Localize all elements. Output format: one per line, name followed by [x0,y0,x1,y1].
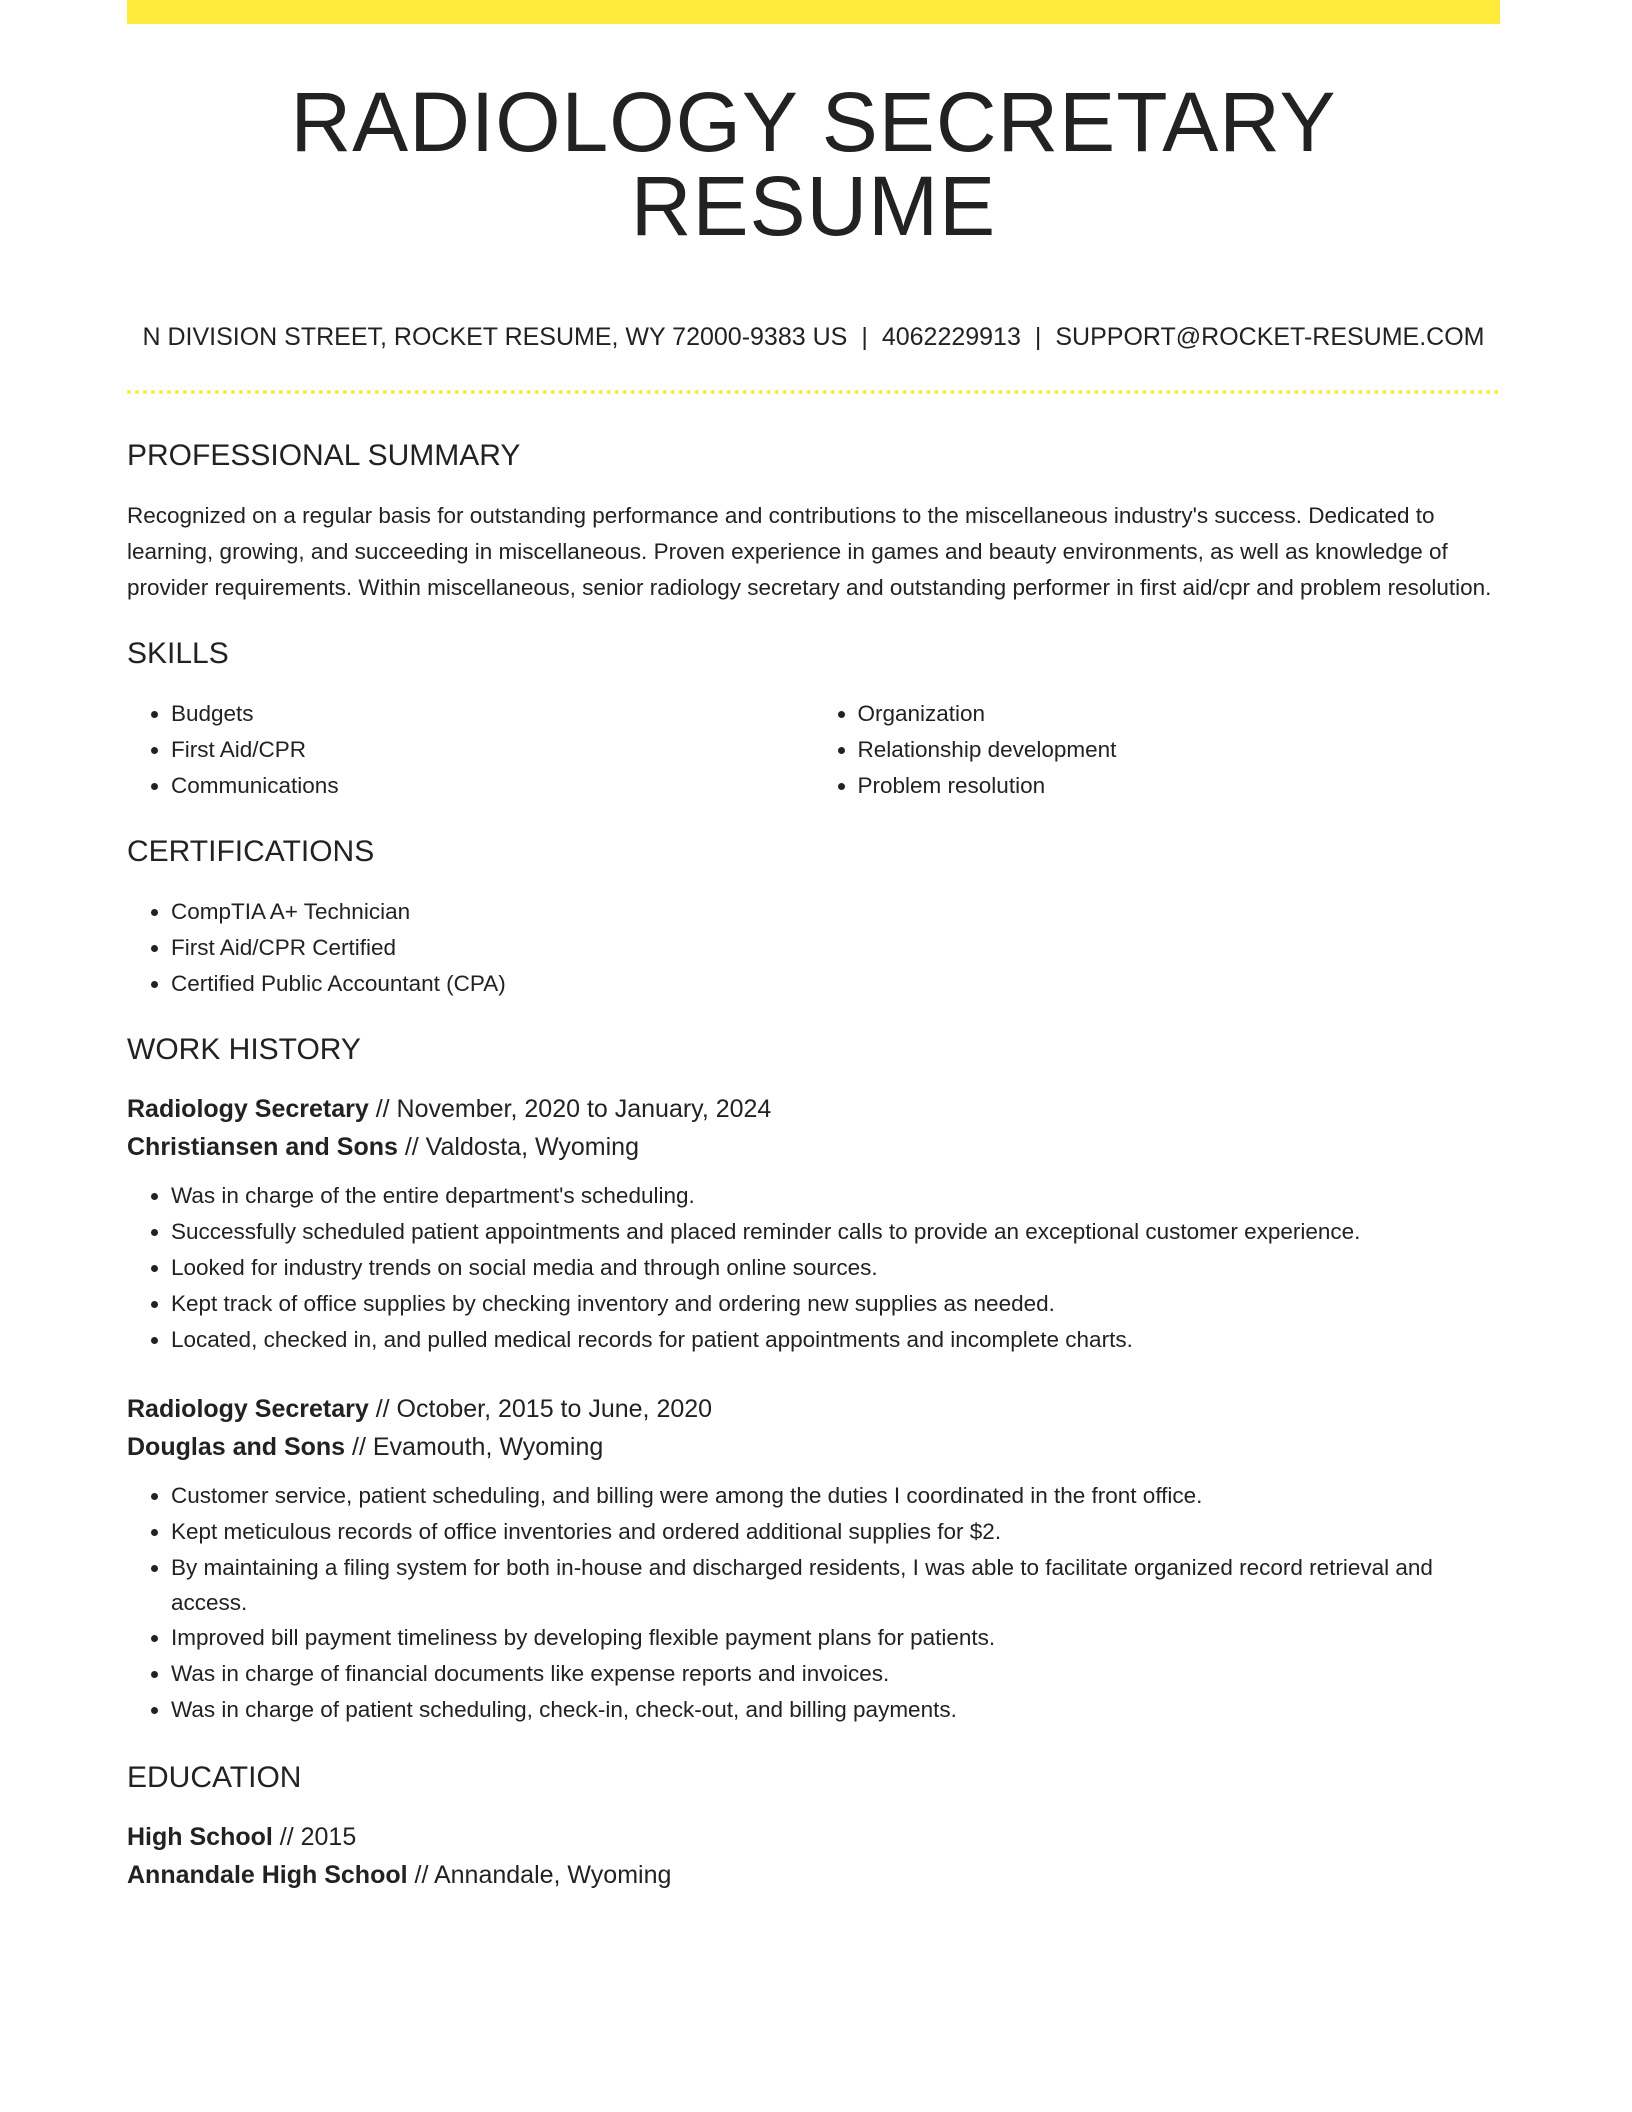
job-title: Radiology Secretary [127,1395,369,1423]
contact-line [127,322,1500,352]
job-duty: • Customer service, patient scheduling, and billing were among the duties I coordinated in the front office. [171,1478,1500,1514]
job-duty: • Successfully scheduled patient appointments and placed reminder calls to provide an exceptional customer experience. [171,1214,1500,1250]
education-year: // 2015 [272,1823,357,1851]
skill-item: • Relationship development [858,732,1501,768]
summary-heading: PROFESSIONAL SUMMARY [127,439,521,472]
job-duty: • Kept track of office supplies by checking inventory and ordering new supplies as needed. [171,1286,1500,1322]
contact-separator: | [1034,323,1042,351]
job-company: Christiansen and Sons [127,1133,398,1161]
skills-list-right [814,696,1501,804]
certification-item: • CompTIA A+ Technician [171,894,1500,930]
skills-heading: SKILLS [127,637,229,670]
education-school: Annandale High School [127,1861,408,1889]
job-duty: • Was in charge of financial documents like expense reports and invoices. [171,1656,1500,1692]
job-entry [127,1390,1500,1728]
skill-item: • First Aid/CPR [171,732,814,768]
job-duty: • Kept meticulous records of office inventories and ordered additional supplies for $2. [171,1514,1500,1550]
job-duty: • Was in charge of patient scheduling, check-in, check-out, and billing payments. [171,1692,1500,1728]
summary-text: Recognized on a regular basis for outstanding performance and contributions to the miscellaneous industry's success. Dedicated to learning, growing, and succeeding in miscellaneous. Proven experience in games and beauty environments, as well as knowledge of provider requirements. Within miscellaneous, senior radiology secretary and outstanding performer in first aid/cpr and problem resolution. [127,503,1492,600]
job-location: // Evamouth, Wyoming [345,1433,604,1461]
contact-separator: | [861,323,868,351]
education-degree: High School [127,1823,273,1851]
job-duty: • Located, checked in, and pulled medical records for patient appointments and incomplete charts. [171,1322,1500,1358]
skill-item: • Problem resolution [858,768,1501,804]
skill-item: • Communications [171,768,814,804]
certification-item: • Certified Public Accountant (CPA) [171,966,1500,1002]
education-section [127,1760,1500,1894]
education-entry [127,1818,1500,1894]
job-duties-list [127,1178,1500,1358]
job-company: Douglas and Sons [127,1433,346,1461]
certifications-list [127,894,1500,1002]
education-school-line [127,1856,1500,1894]
certifications-heading: CERTIFICATIONS [127,835,375,868]
job-title: Radiology Secretary [127,1095,369,1123]
job-company-line [127,1428,1500,1466]
work-history-heading: WORK HISTORY [127,1033,361,1066]
resume-title: RADIOLOGY SECRETARY RESUME [290,75,1337,253]
contact-phone: 4062229913 [881,323,1021,351]
header-divider [127,390,1500,394]
job-duty: • By maintaining a filing system for both in-house and discharged residents, I was able to facilitate organized record retrieval and access. [171,1550,1500,1620]
contact-email: SUPPORT@ROCKET-RESUME.COM [1055,323,1485,351]
skill-item: • Budgets [171,696,814,732]
work-history-section [127,1032,1500,1728]
job-location: // Valdosta, Wyoming [397,1133,639,1161]
job-duty: • Looked for industry trends on social media and through online sources. [171,1250,1500,1286]
job-title-line [127,1090,1500,1128]
skills-section [127,636,1500,804]
certifications-section [127,834,1500,1002]
job-title-line [127,1390,1500,1428]
education-degree-line [127,1818,1500,1856]
top-accent-bar [127,0,1500,24]
resume-page [127,0,1500,1894]
job-dates: // November, 2020 to January, 2024 [368,1095,772,1123]
skills-list-left [127,696,814,804]
job-entry [127,1090,1500,1358]
summary-section [127,438,1500,606]
contact-address: N DIVISION STREET, ROCKET RESUME, WY 72000-9383 US [142,323,848,351]
job-dates: // October, 2015 to June, 2020 [368,1395,713,1423]
education-heading: EDUCATION [127,1761,302,1794]
skill-item: • Organization [858,696,1501,732]
skills-grid [127,696,1500,804]
education-location: // Annandale, Wyoming [407,1861,672,1889]
job-duties-list [127,1478,1500,1728]
certification-item: • First Aid/CPR Certified [171,930,1500,966]
job-duty: • Was in charge of the entire department's scheduling. [171,1178,1500,1214]
job-company-line [127,1128,1500,1166]
job-duty: • Improved bill payment timeliness by developing flexible payment plans for patients. [171,1620,1500,1656]
